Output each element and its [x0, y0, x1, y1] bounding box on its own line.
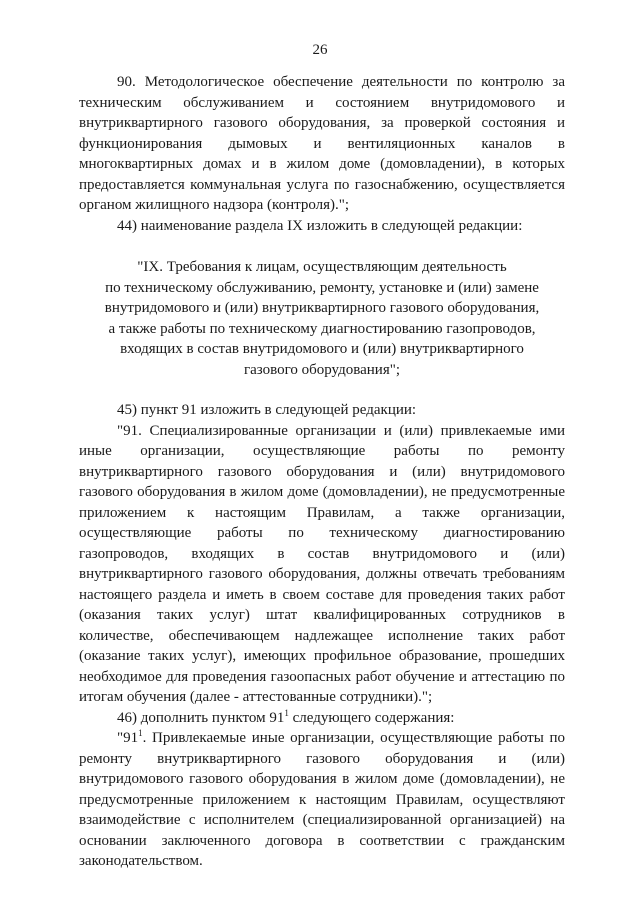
superscript: 1 — [138, 728, 143, 738]
document-body — [79, 72, 565, 872]
heading-line: "IX. Требования к лицам, осуществляющим деятельность — [137, 259, 507, 275]
blank-line — [79, 380, 565, 400]
heading-line: внутридомового и (или) внутриквартирного газового оборудования, — [104, 300, 540, 316]
superscript: 1 — [284, 707, 289, 718]
amendment-item-46 — [79, 708, 565, 729]
amendment-item-44: 44) наименование раздела IX изложить в следующей редакции: — [117, 217, 523, 234]
paragraph-91-1-text: . Привлекаемые иные организации, осуществляющие работы по ремонту внутриквартирного газового оборудования и (или) внутридомового газового оборудования в жилом доме (домовладении), не предусмотренные приложением к настоящим Правилам, осуществляют взаимодействие с исполнителем (специализированной организацией) на основании заключенного договора в соответствии с гражданским законодательством. — [79, 730, 565, 869]
heading-line: по техническому обслуживанию, ремонту, установке и (или) замене — [105, 279, 539, 296]
paragraph-91-1 — [79, 728, 565, 872]
heading-line: газового оборудования"; — [243, 361, 401, 378]
paragraph-91-1-number: "91 — [117, 730, 139, 746]
heading-line: а также работы по техническому диагностированию газопроводов, — [108, 320, 536, 337]
section-ix-heading — [79, 257, 565, 380]
item-46-text: 46) дополнить пунктом 91 — [117, 709, 285, 726]
page-number: 26 — [312, 42, 328, 58]
item-46-text-end: следующего содержания: — [288, 709, 455, 726]
paragraph-90: 90. Методологическое обеспечение деятельности по контролю за техническим обслуживанием и состоянием внутридомового и внутриквартирного газового оборудования, за проверкой состояния и функционирования дымовых и вентиляционных каналов в многоквартирных домах и в жилом доме (домовладении), в которых предоставляется коммунальная услуга по газоснабжению, осуществляется органом жилищного надзора (контроля)."; — [79, 74, 565, 213]
amendment-item-45: 45) пункт 91 изложить в следующей редакции: — [117, 402, 417, 418]
paragraph-91: "91. Специализированные организации и (или) привлекаемые ими иные организации, осуществляющие работы по ремонту внутриквартирного газового оборудования и (или) внутридомового газового оборудования в жилом доме (домовладении), не предусмотренные приложением к настоящим Правилам, а также организации, осуществляющие работы по техническому диагностированию газопроводов, входящих в состав внутридомового и (или) внутриквартирного газового оборудования, должны отвечать требованиям настоящего раздела и иметь в своем составе для проведения таких работ (оказания таких услуг) штат квалифицированных сотрудников в количестве, обеспечивающем надлежащее исполнение таких работ (оказание таких услуг), имеющих профильное образование, прошедших необходимое для проведения газоопасных работ обучение и аттестацию по итогам обучения (далее - аттестованные сотрудники)."; — [79, 422, 565, 705]
heading-line: входящих в состав внутридомового и (или) внутриквартирного — [120, 341, 524, 357]
